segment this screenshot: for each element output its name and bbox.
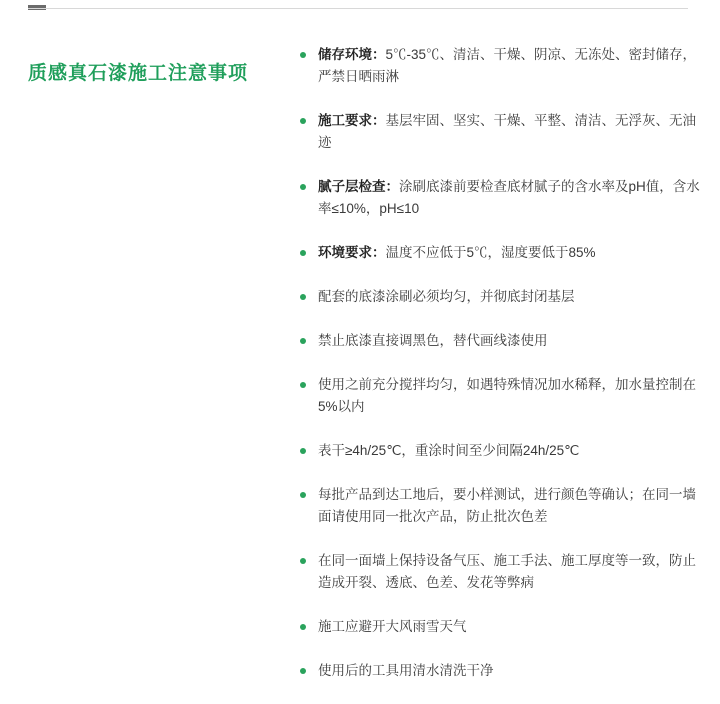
note-text: 涂刷底漆前要检查底材腻子的含水率及pH值，含水率≤10%，pH≤10 — [318, 179, 700, 216]
note-label: 腻子层检查： — [318, 179, 399, 194]
document-content — [0, 44, 720, 704]
list-item — [300, 242, 704, 264]
list-item — [300, 110, 704, 154]
notes-list — [300, 44, 704, 682]
list-item — [300, 484, 704, 528]
note-text: 使用后的工具用清水清洗干净 — [318, 663, 494, 678]
note-label: 施工要求： — [318, 113, 386, 128]
list-item — [300, 44, 704, 88]
list-item — [300, 440, 704, 462]
note-text: 5℃-35℃、清洁、干燥、阴凉、无冻处、密封储存，严禁日晒雨淋 — [318, 47, 697, 84]
note-text: 每批产品到达工地后，要小样测试，进行颜色等确认；在同一墙面请使用同一批次产品，防止批次色差 — [318, 487, 696, 524]
list-item — [300, 374, 704, 418]
notes-column — [300, 44, 720, 704]
list-item — [300, 616, 704, 638]
note-text: 施工应避开大风雨雪天气 — [318, 619, 467, 634]
note-text: 配套的底漆涂刷必须均匀，并彻底封闭基层 — [318, 289, 575, 304]
list-item — [300, 550, 704, 594]
note-text: 在同一面墙上保持设备气压、施工手法、施工厚度等一致，防止造成开裂、透底、色差、发花等弊病 — [318, 553, 696, 590]
header-divider — [28, 8, 688, 9]
note-label: 环境要求： — [318, 245, 386, 260]
title-column — [0, 44, 300, 88]
note-text: 表干≥4h/25℃，重涂时间至少间隔24h/25℃ — [318, 443, 580, 458]
list-item — [300, 286, 704, 308]
note-label: 储存环境： — [318, 47, 386, 62]
note-text: 使用之前充分搅拌均匀，如遇特殊情况加水稀释，加水量控制在5%以内 — [318, 377, 696, 414]
note-text: 温度不应低于5℃，湿度要低于85% — [385, 245, 596, 260]
list-item — [300, 330, 704, 352]
list-item — [300, 660, 704, 682]
list-item — [300, 176, 704, 220]
page-title: 质感真石漆施工注意事项 — [28, 63, 249, 84]
note-text: 禁止底漆直接调黑色，替代画线漆使用 — [318, 333, 548, 348]
note-text: 基层牢固、坚实、干燥、平整、清洁、无浮灰、无油迹 — [318, 113, 696, 150]
